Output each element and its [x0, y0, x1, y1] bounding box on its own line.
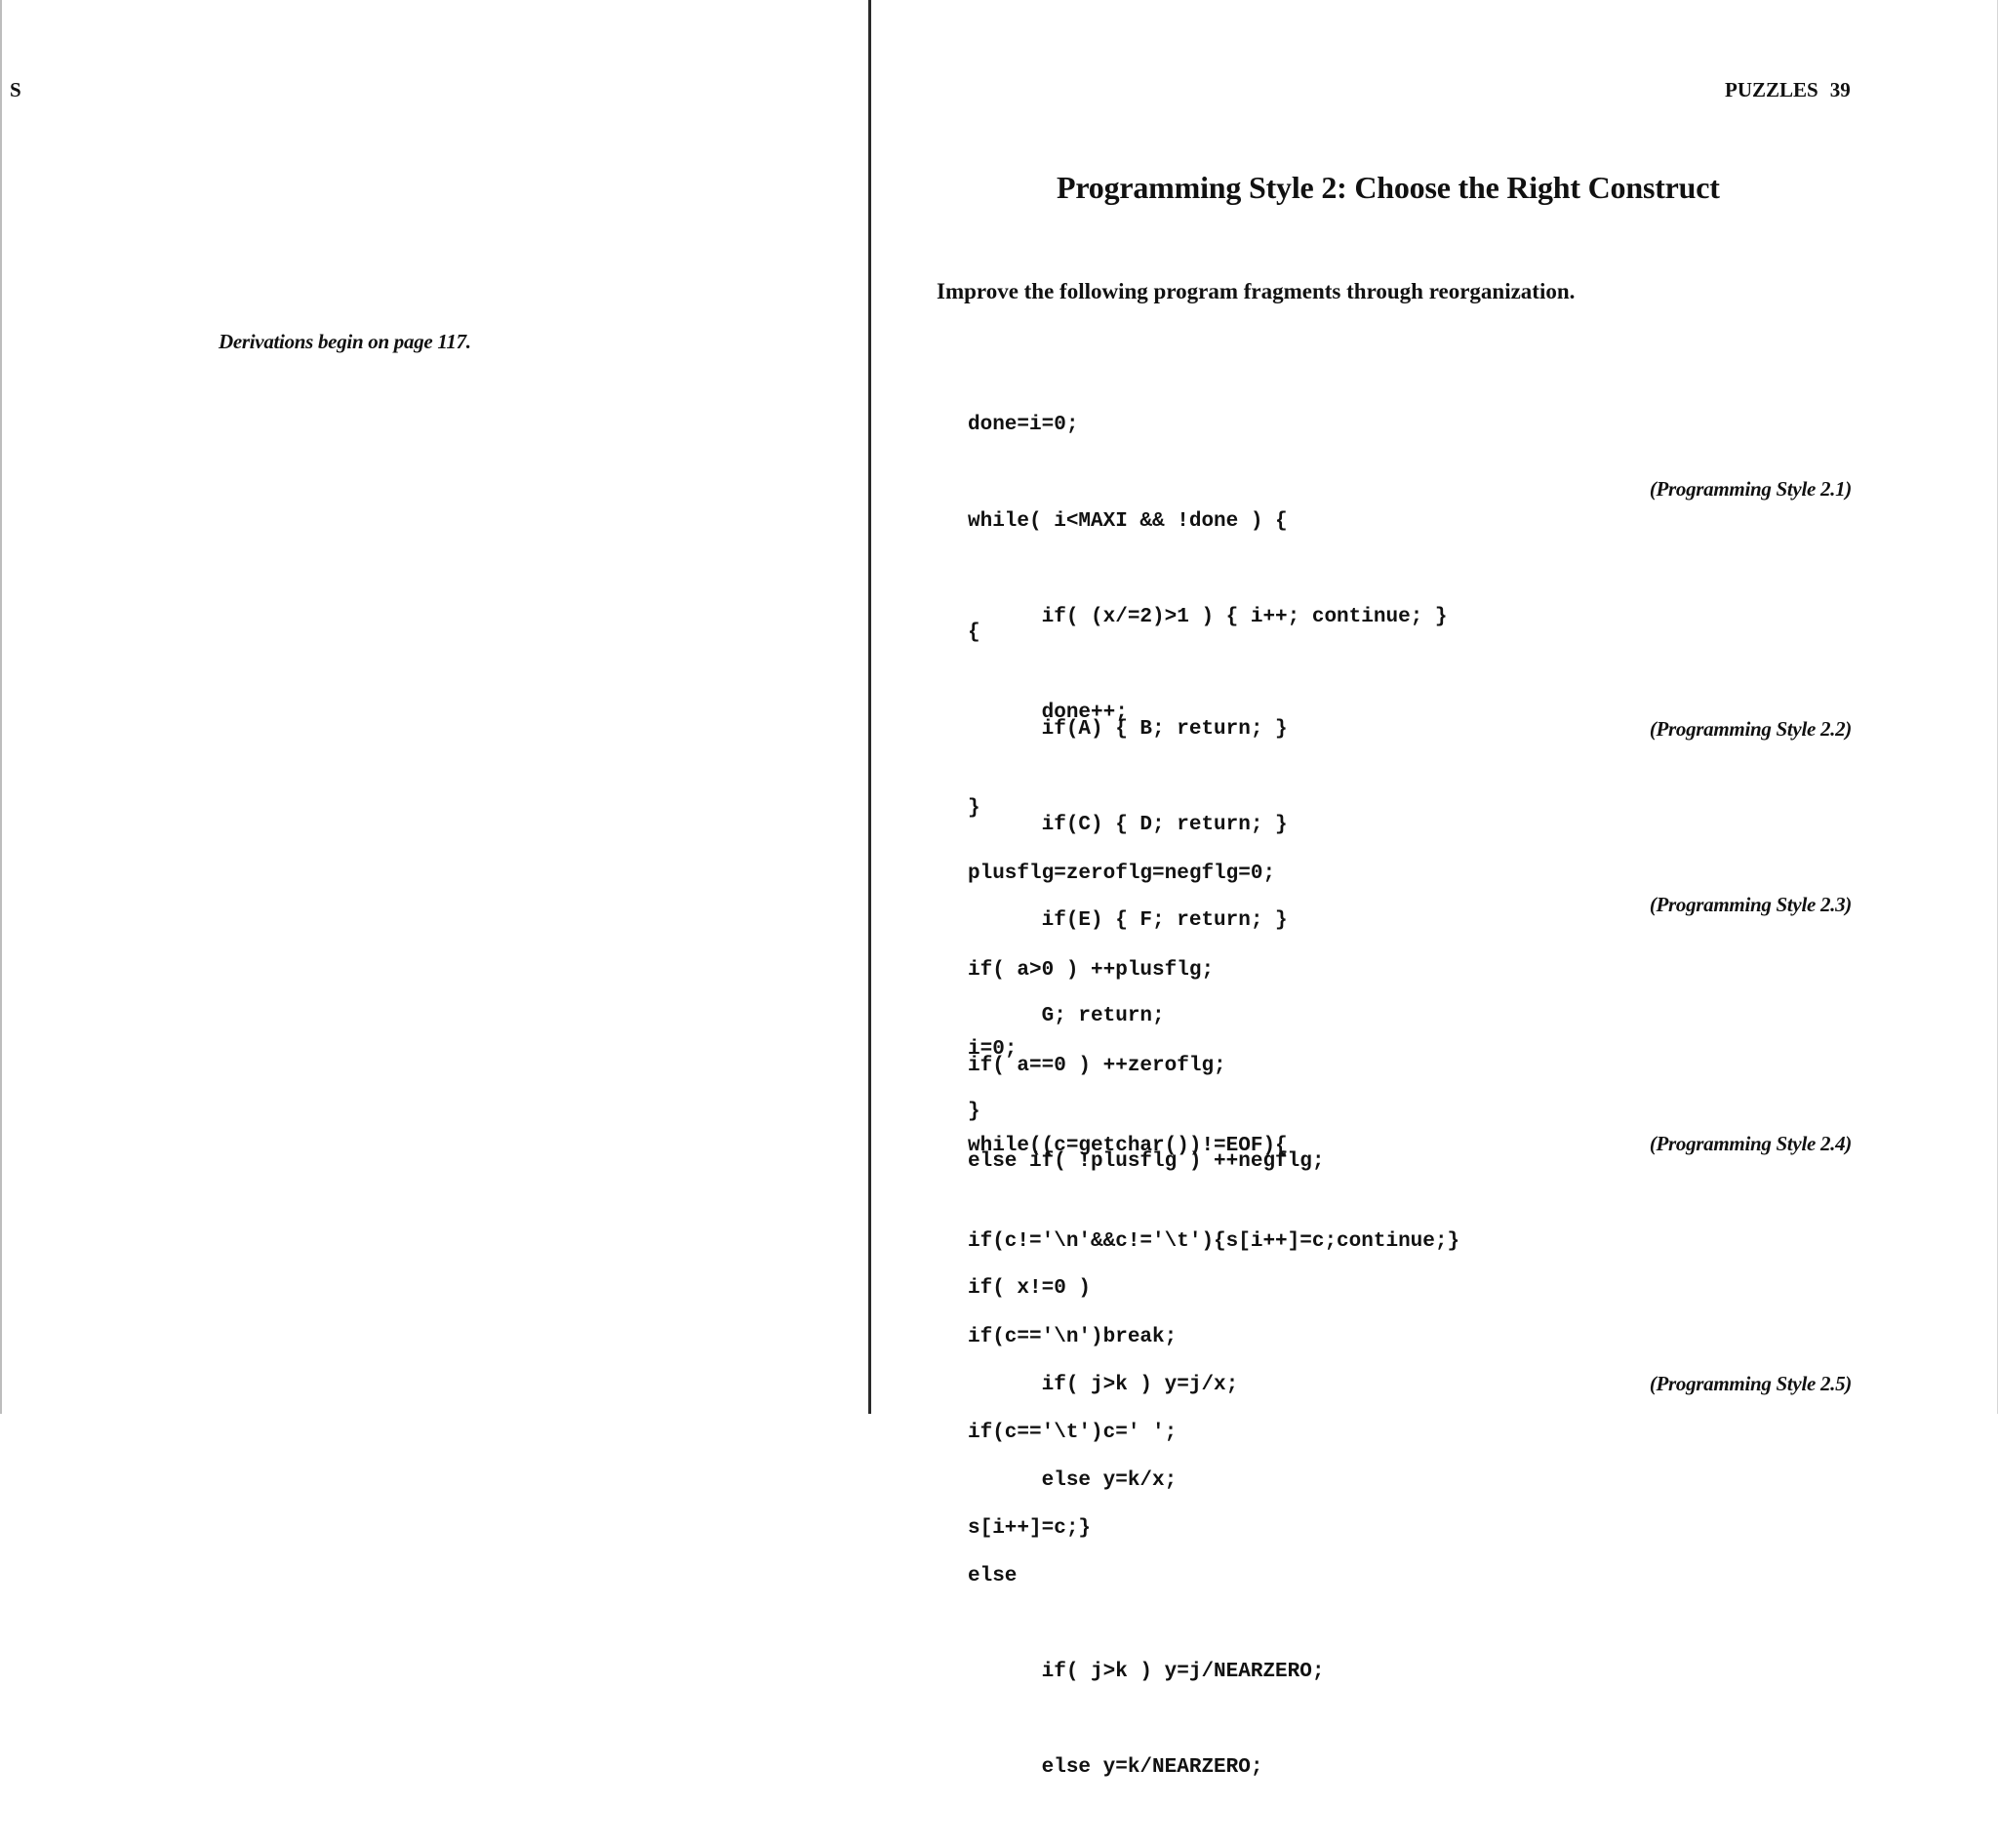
code-line: if(c!='\n'&&c!='\t'){s[i++]=c;continue;}: [968, 1229, 1460, 1253]
section-title: Programming Style 2: Choose the Right Construct: [1057, 170, 1720, 205]
left-page-edge: [0, 0, 2, 1414]
code-line: else: [968, 1564, 1018, 1587]
code-line: if( j>k ) y=j/x;: [968, 1373, 1239, 1396]
code-line: if( x!=0 ): [968, 1277, 1092, 1301]
fragment-label-2-1: (Programming Style 2.1): [1649, 477, 1852, 501]
code-line: while((c=getchar())!=EOF){: [968, 1134, 1288, 1157]
book-gutter: [868, 0, 871, 1414]
code-line: {: [968, 622, 980, 645]
code-line: if( a>0 ) ++plusflg;: [968, 958, 1215, 982]
code-line: else y=k/NEARZERO;: [968, 1755, 1263, 1779]
code-line: plusflg=zeroflg=negflg=0;: [968, 863, 1276, 886]
code-line: if(C) { D; return; }: [968, 813, 1288, 836]
code-fragment-2-5: [968, 1210, 1324, 1848]
code-line: if(c=='\n')break;: [968, 1325, 1178, 1348]
running-head-title: PUZZLES: [1725, 78, 1818, 101]
fragment-label-2-3: (Programming Style 2.3): [1649, 893, 1852, 916]
code-line: if(A) { B; return; }: [968, 717, 1288, 741]
code-line: if( j>k ) y=j/NEARZERO;: [968, 1660, 1325, 1683]
code-line: i=0;: [968, 1038, 1018, 1062]
page-number: 39: [1829, 78, 1851, 101]
code-line: }: [968, 1100, 980, 1123]
intro-paragraph: Improve the following program fragments through reorganization.: [937, 279, 1576, 303]
code-line: if(c=='\t')c=' ';: [968, 1421, 1178, 1444]
code-line: }: [968, 796, 980, 820]
code-line: else if( !plusflg ) ++negflg;: [968, 1149, 1325, 1173]
fragment-label-2-2: (Programming Style 2.2): [1649, 717, 1852, 741]
code-line: if( (x/=2)>1 ) { i++; continue; }: [968, 605, 1448, 628]
fragment-label-2-5: (Programming Style 2.5): [1649, 1372, 1852, 1395]
right-running-head: [1725, 78, 1851, 102]
derivations-note: Derivations begin on page 117.: [219, 330, 471, 353]
code-line: if(E) { F; return; }: [968, 908, 1288, 932]
code-line: s[i++]=c;}: [968, 1516, 1092, 1540]
fragment-label-2-4: (Programming Style 2.4): [1649, 1132, 1852, 1155]
code-line: if( a==0 ) ++zeroflg;: [968, 1054, 1226, 1077]
code-line: G; return;: [968, 1004, 1165, 1027]
code-line: done++;: [968, 701, 1128, 724]
code-line: else y=k/x;: [968, 1468, 1178, 1492]
code-line: done=i=0;: [968, 414, 1079, 437]
left-running-head: S: [10, 78, 21, 101]
code-line: while( i<MAXI && !done ) {: [968, 509, 1288, 533]
